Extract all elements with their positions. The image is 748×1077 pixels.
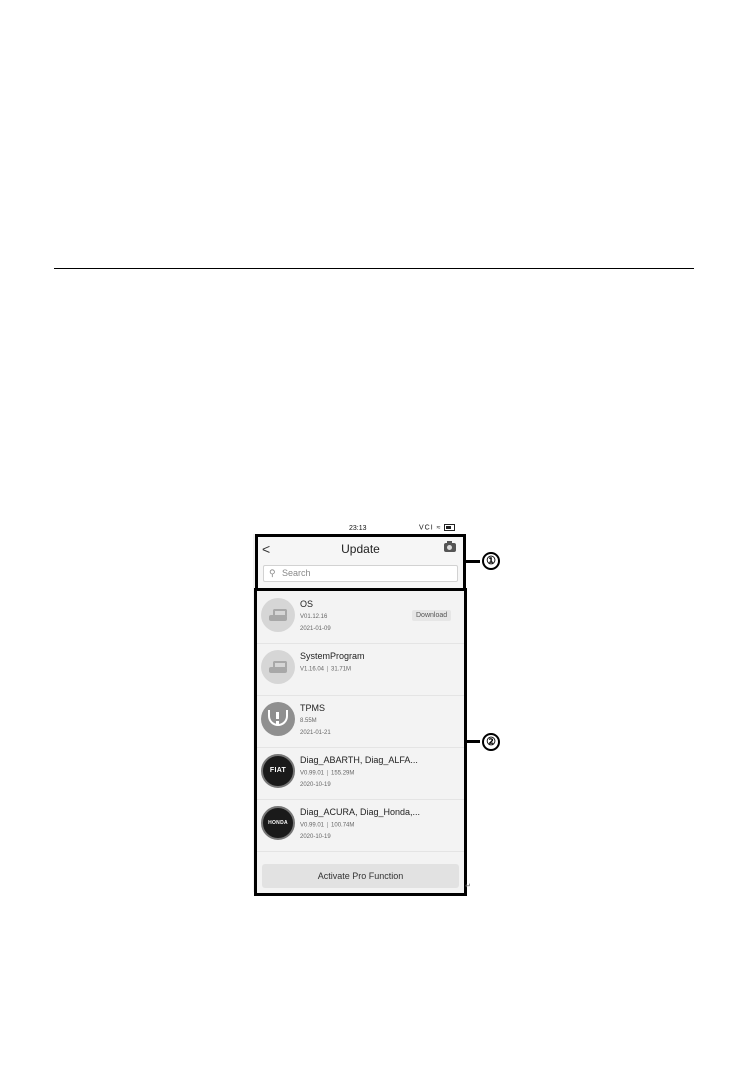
- status-icons: [419, 524, 455, 531]
- callout-line-1: [465, 560, 480, 563]
- item-date: 2020-10-19: [300, 834, 331, 840]
- callout-2: ②: [482, 733, 500, 751]
- fiat-logo-icon: [261, 754, 295, 788]
- fiat-logo-text: FIAT: [269, 767, 287, 774]
- back-icon[interactable]: <: [262, 541, 271, 557]
- callout-line-2: [465, 740, 480, 743]
- item-meta: [300, 666, 351, 673]
- item-name: Diag_ABARTH, Diag_ALFA...: [300, 755, 418, 765]
- item-size: 100.74M: [331, 822, 355, 829]
- callout-1: ①: [482, 552, 500, 570]
- status-time: 23:13: [349, 525, 367, 532]
- battery-icon: [444, 524, 455, 531]
- item-version: V1.16.04: [300, 666, 325, 673]
- list-item[interactable]: [257, 695, 464, 748]
- item-name: TPMS: [300, 703, 326, 713]
- status-bar: [253, 524, 465, 534]
- search-input[interactable]: [282, 567, 442, 579]
- tpms-icon: [261, 702, 295, 736]
- download-button[interactable]: Download: [412, 610, 451, 621]
- page-divider: [54, 268, 694, 269]
- item-meta: [300, 822, 354, 829]
- item-meta: [300, 770, 354, 777]
- item-size: 155.29M: [331, 770, 355, 777]
- tablet-screen: [253, 524, 465, 892]
- item-size: 31.71M: [331, 666, 352, 673]
- list-item[interactable]: [257, 643, 464, 696]
- camera-icon[interactable]: [444, 543, 456, 552]
- list-item[interactable]: [257, 591, 464, 644]
- car-icon: [261, 598, 295, 632]
- item-name: OS: [300, 599, 314, 609]
- item-date: 2021-01-09: [300, 626, 331, 632]
- item-version: V01.12.16: [300, 614, 328, 620]
- return-mark: ↵: [465, 883, 471, 890]
- item-date: 2020-10-19: [300, 782, 331, 788]
- item-name: SystemProgram: [300, 651, 365, 661]
- update-list: [254, 588, 467, 896]
- honda-logo-text: HONDA: [268, 820, 288, 826]
- activate-pro-button[interactable]: Activate Pro Function: [262, 864, 459, 888]
- vci-icon: VCI: [419, 524, 434, 532]
- search-bar[interactable]: [263, 565, 458, 582]
- update-header: [255, 534, 466, 592]
- list-item[interactable]: [257, 799, 464, 852]
- item-version: V0.99.01: [300, 770, 325, 777]
- item-version: V0.99.01: [300, 822, 325, 829]
- car-icon: [261, 650, 295, 684]
- search-icon: ⚲: [269, 568, 276, 578]
- honda-logo-icon: [261, 806, 295, 840]
- item-name: Diag_ACURA, Diag_Honda,...: [300, 807, 421, 817]
- item-date: 2021-01-21: [300, 730, 331, 736]
- page-title: Update: [341, 542, 380, 556]
- item-size: 8.55M: [300, 718, 317, 724]
- list-item[interactable]: [257, 747, 464, 800]
- wifi-icon: ≈: [436, 524, 442, 532]
